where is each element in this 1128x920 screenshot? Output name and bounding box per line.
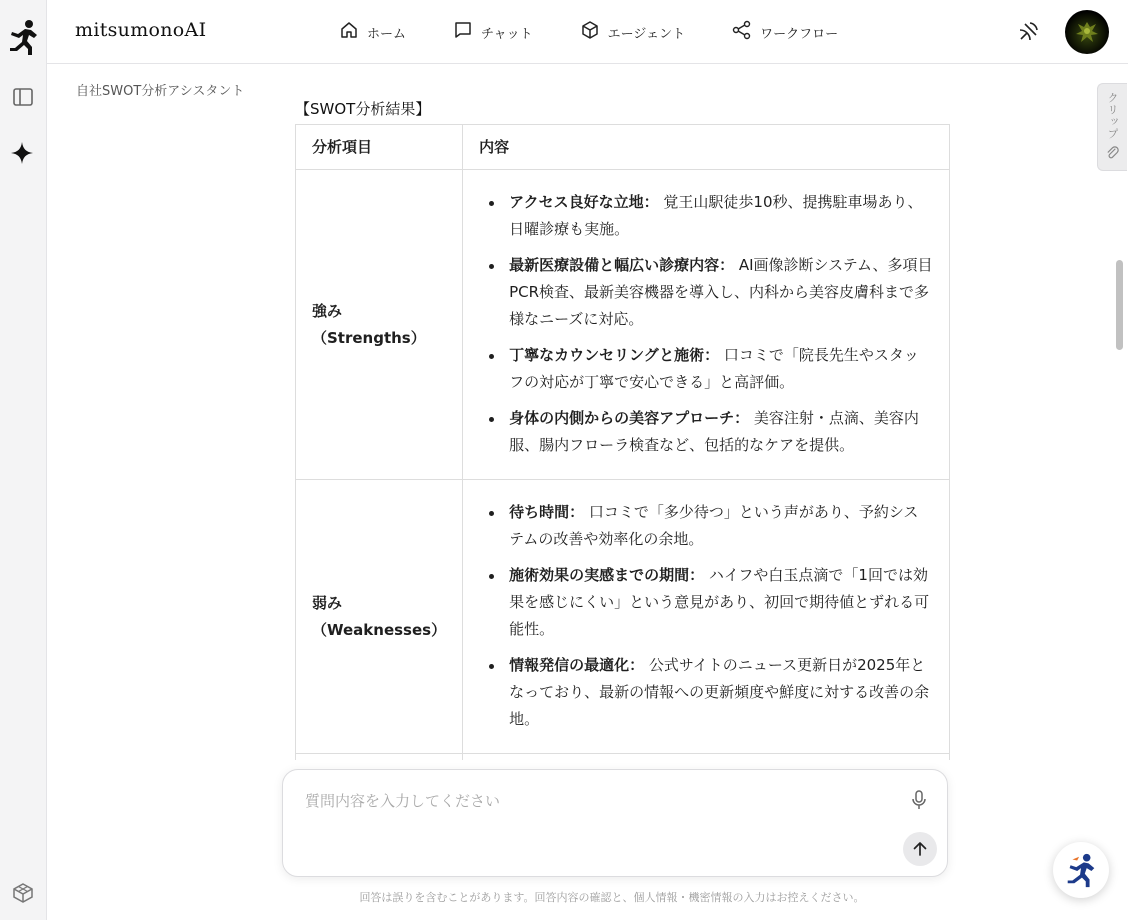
chat-composer: [282, 769, 948, 877]
nav-home[interactable]: [339, 20, 406, 44]
list-item: アクセス良好な立地： 覚王山駅徒歩10秒、提携駐車場あり、日曜診療も実施。: [479, 189, 933, 243]
cube-icon: [580, 20, 600, 44]
brand-name[interactable]: mitsumonoAI: [75, 19, 207, 41]
assistant-fab[interactable]: [1053, 842, 1109, 898]
row-label: [296, 754, 463, 761]
disclaimer-text: 回答は誤りを含むことがあります。回答内容の確認と、個人情報・機密情報の入力はお控えください。: [359, 891, 865, 904]
arrow-up-icon: [910, 839, 930, 859]
scrollbar-thumb[interactable]: [1116, 260, 1123, 350]
main-nav: [339, 0, 838, 64]
nav-chat[interactable]: [453, 20, 533, 44]
clip-tab-label: クリップ: [1106, 92, 1119, 140]
sidebar-toggle-icon[interactable]: [12, 86, 34, 108]
row-content: [463, 754, 950, 761]
list-item: 身体の内側からの美容アプローチ： 美容注射・点滴、美容内服、腸内フローラ検査など、包括的なケアを提供。: [479, 405, 933, 459]
header-item: 分析項目: [296, 125, 463, 170]
bullet-list: [479, 499, 933, 733]
chat-icon: [453, 20, 473, 44]
microphone-icon[interactable]: [908, 789, 930, 811]
share-nodes-icon: [732, 20, 752, 44]
result-title: 【SWOT分析結果】: [295, 100, 431, 118]
nav-chat-label: チャット: [481, 26, 533, 42]
nav-home-label: ホーム: [367, 26, 407, 42]
home-icon: [339, 20, 359, 44]
cube-outline-icon[interactable]: [11, 881, 35, 905]
runner-mascot-icon: [1062, 851, 1100, 889]
list-item: 待ち時間： 口コミで「多少待つ」という声があり、予約システムの改善や効率化の余地。: [479, 499, 933, 553]
satellite-icon[interactable]: [1016, 20, 1040, 44]
row-content: [463, 170, 950, 480]
table-header-row: [296, 125, 950, 170]
nav-workflow[interactable]: [732, 20, 838, 44]
nav-agent-label: エージェント: [607, 26, 686, 42]
table-row: [296, 170, 950, 480]
row-label: 強み（Strengths）: [296, 170, 463, 480]
row-label: 弱み（Weaknesses）: [296, 480, 463, 754]
top-header: [47, 0, 1128, 64]
row-content: [463, 480, 950, 754]
scrollbar[interactable]: [1112, 175, 1128, 760]
swot-table: [295, 124, 950, 760]
left-rail: [0, 0, 47, 920]
list-item: 丁寧なカウンセリングと施術： 口コミで「院長先生やスタッフの対応が丁寧で安心できる」と高評価。: [479, 342, 933, 396]
header-content: 内容: [463, 125, 950, 170]
paperclip-icon: [1105, 145, 1120, 160]
chat-content: [295, 98, 950, 760]
bullet-list: [479, 189, 933, 459]
nav-agent[interactable]: [580, 20, 685, 44]
table-row: [296, 754, 950, 761]
list-item: 情報発信の最適化： 公式サイトのニュース更新日が2025年となっており、最新の情報への更新頻度や鮮度に対する改善の余地。: [479, 652, 933, 733]
send-button[interactable]: [903, 832, 937, 866]
assistant-title: 自社SWOT分析アシスタント: [76, 84, 245, 99]
user-avatar[interactable]: [1065, 10, 1109, 54]
table-row: [296, 480, 950, 754]
question-input[interactable]: [305, 790, 895, 820]
list-item: 最新医療設備と幅広い診療内容： AI画像診断システム、多項目PCR検査、最新美容機器を導入し、内科から美容皮膚科まで多様なニーズに対応。: [479, 252, 933, 333]
sparkle-icon[interactable]: [10, 141, 34, 165]
runner-logo-icon[interactable]: [6, 18, 40, 56]
clip-tab[interactable]: [1097, 83, 1127, 171]
nav-workflow-label: ワークフロー: [760, 26, 839, 42]
list-item: 施術効果の実感までの期間： ハイフや白玉点滴で「1回では効果を感じにくい」という意見があり、初回で期待値とずれる可能性。: [479, 562, 933, 643]
